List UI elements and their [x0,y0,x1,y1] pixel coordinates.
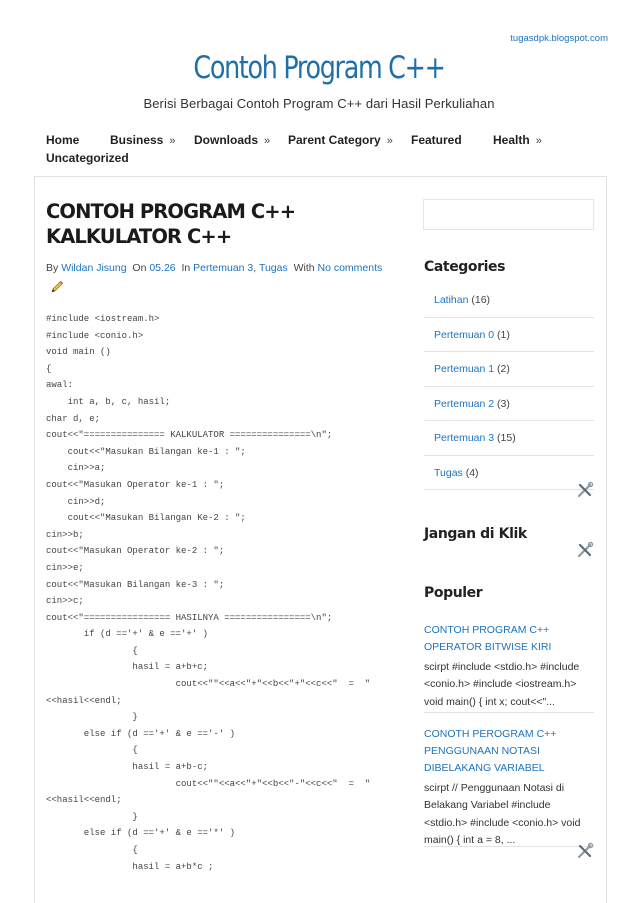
code-line: void main () [46,347,111,358]
category-item[interactable] [424,318,594,353]
nav-item-downloads[interactable]: Downloads » [194,133,271,147]
code-line: } [46,712,138,723]
nav-item-home[interactable]: Home [46,133,80,147]
popular-post-snippet: scirpt // Penggunaan Notasi di Belakang Variabel #include <stdio.h> #include <conio.h> void main() { int a = 8, ... [424,782,581,847]
code-line: cout<<""<<a<<"+"<<b<<"-"<<c<<" = " [46,778,371,789]
code-line: cout<<"Masukan Operator ke-2 : "; [46,546,225,557]
category-count: (4) [465,466,479,479]
site-description: Berisi Berbagai Contoh Program C++ dari Hasil Perkuliahan [143,96,495,111]
site-title[interactable]: Contoh Program C++ [193,50,445,86]
code-line: cout<<"Masukan Bilangan ke-1 : "; [46,446,246,457]
author-link[interactable]: Wildan Jisung [61,262,127,274]
category-label[interactable]: Pertemuan 0 [434,328,495,341]
category-link-tugas[interactable]: Tugas [258,262,288,274]
category-label[interactable]: Tugas [434,466,463,479]
meta-on-label: On [132,262,147,274]
categories-list [424,283,594,490]
post-meta [46,262,382,274]
comments-link[interactable]: No comments [317,262,383,274]
code-line: { [46,645,138,656]
divider [424,846,594,847]
code-line: { [46,845,138,855]
code-block [46,311,410,875]
category-link-pertemuan-3[interactable]: Pertemuan 3 [193,262,254,274]
code-line: #include <conio.h> [46,330,144,341]
meta-by-label: By [46,262,59,274]
category-label[interactable]: Latihan [434,294,469,306]
code-line: cin>>b; [46,529,84,540]
submenu-arrow-icon: » [264,135,271,147]
meta-separator: , [253,262,257,274]
code-line: char d, e; [46,413,101,424]
search-widget-box[interactable] [423,199,594,230]
pencil-icon[interactable] [50,280,64,294]
nav-item-parent-category[interactable]: Parent Category » [288,133,393,147]
category-label[interactable]: Pertemuan 3 [434,432,495,444]
code-line: cin>>e; [46,562,84,573]
code-line: <<hasil<<endl; [46,795,122,806]
code-line: cin>>d; [46,496,106,507]
code-line: { [46,363,52,374]
code-line: cout<<"Masukan Bilangan ke-3 : "; [46,579,225,590]
wrench-screwdriver-icon[interactable] [576,842,594,860]
wrench-screwdriver-icon[interactable] [576,541,594,559]
wrench-screwdriver-icon[interactable] [576,481,594,499]
code-line: { [46,745,138,756]
code-line: cin>>a; [46,463,106,474]
code-line: #include <iostream.h> [46,314,160,324]
category-item[interactable] [424,283,594,318]
jangan-di-klik-heading: Jangan di Klik [424,526,527,542]
code-line: if (d =='+' & e =='+' ) [46,629,209,640]
category-item[interactable] [424,352,594,387]
nav-item-uncategorized[interactable]: Uncategorized [46,151,129,165]
populer-heading: Populer [424,585,483,601]
popular-post-item [424,726,596,850]
category-count: (3) [497,397,510,410]
code-line: cout<<"================ HASILNYA ================\n"; [46,612,333,623]
post-time-link[interactable]: 05.26 [149,262,176,274]
code-line: cout<<"Masukan Bilangan Ke-2 : "; [46,513,246,524]
code-line: } [46,811,138,822]
nav-item-health[interactable]: Health » [493,133,542,147]
popular-post-title[interactable]: CONTOH PROGRAM C++ OPERATOR BITWISE KIRI [424,624,552,653]
category-item[interactable] [424,456,594,491]
popular-post-title[interactable]: CONOTH PEROGRAM C++ PENGGUNAAN NOTASI DIBELAKANG VARIABEL [424,728,557,774]
post-title[interactable]: CONTOH PROGRAM C++ KALKULATOR C++ [46,200,296,248]
code-line: hasil = a+b*c ; [46,861,214,872]
code-line: cout<<""<<a<<"+"<<b<<"+"<<c<<" = " [46,679,371,690]
code-line: else if (d =='+' & e =='-' ) [46,728,236,739]
blog-url-link[interactable]: tugasdpk.blogspot.com [510,33,608,44]
category-item[interactable] [424,421,594,456]
popular-post-item [424,622,596,711]
code-line: hasil = a+b+c; [46,662,209,673]
code-line: int a, b, c, hasil; [46,396,171,407]
category-count: (16) [471,294,491,306]
code-line: cout<<"Masukan Operator ke-1 : "; [46,479,225,490]
meta-with-label: With [293,262,315,274]
code-line: else if (d =='+' & e =='*' ) [46,828,236,839]
category-label[interactable]: Pertemuan 2 [434,397,495,410]
category-count: (15) [497,432,516,444]
submenu-arrow-icon: » [386,135,393,147]
nav-item-business[interactable]: Business » [110,133,176,147]
submenu-arrow-icon: » [169,135,176,147]
code-line: hasil = a+b-c; [46,762,209,773]
categories-heading: Categories [424,259,506,275]
meta-in-label: In [181,262,191,274]
submenu-arrow-icon: » [535,135,542,147]
popular-post-snippet: scirpt #include <stdio.h> #include <conio.h> #include <iostream.h> void main() { int x; cout<<"... [424,661,580,708]
category-count: (2) [497,363,510,375]
code-line: awal: [46,380,74,391]
category-item[interactable] [424,387,594,422]
divider [424,712,594,713]
code-line: cout<<"=============== KALKULATOR ===============\n"; [46,430,333,441]
code-line: cin>>c; [46,596,84,607]
nav-item-featured[interactable]: Featured [411,133,462,147]
category-label[interactable]: Pertemuan 1 [434,363,495,375]
category-count: (1) [497,328,510,341]
code-line: <<hasil<<endl; [46,695,122,706]
